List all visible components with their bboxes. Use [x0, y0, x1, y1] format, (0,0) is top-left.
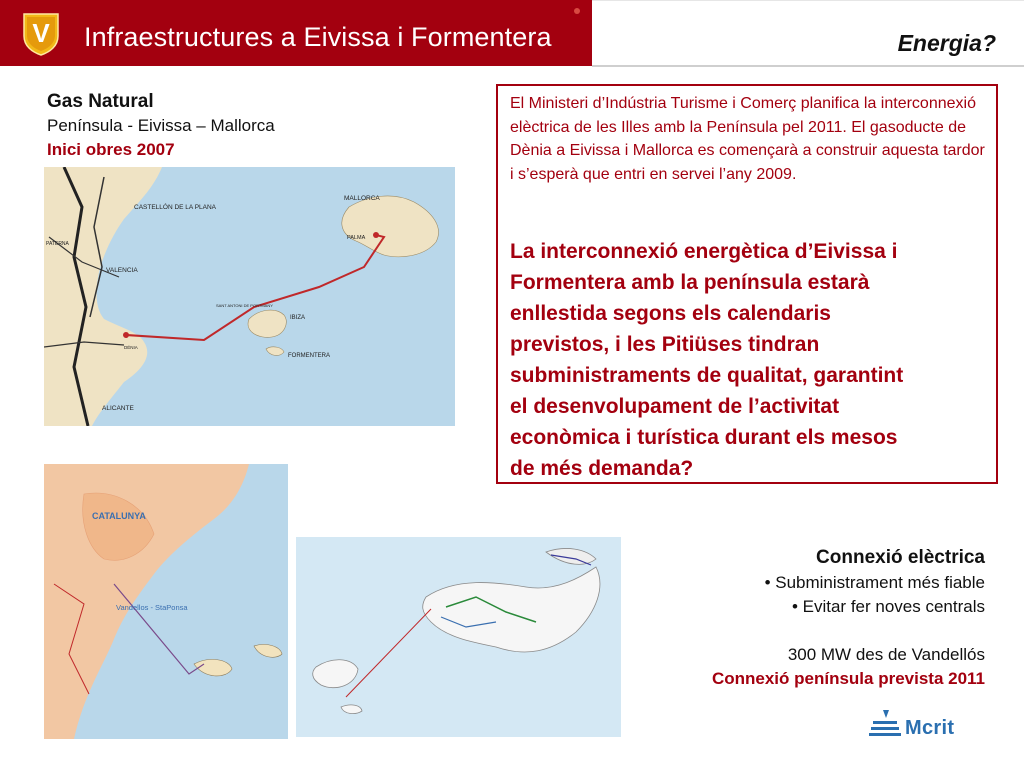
- section-title: Energia?: [897, 30, 996, 56]
- gas-route: Península - Eivissa – Mallorca: [47, 116, 275, 135]
- label-link: Vandellos - StaPonsa: [116, 603, 188, 612]
- gas-pipeline-map: [44, 167, 455, 426]
- brand-name: Mcrit: [905, 717, 955, 739]
- label-formentera: FORMENTERA: [288, 353, 330, 359]
- connexio-capacity: 300 MW des de Vandellós: [787, 645, 985, 664]
- label-palma: PALMA: [347, 235, 366, 241]
- connexio-bullet: • Evitar fer noves centrals: [791, 597, 985, 616]
- mcrit-sail-icon: [869, 708, 903, 744]
- balearic-map: [296, 537, 621, 737]
- info-intro: El Ministeri d’Indústria Turisme i Comerç planifica la interconnexió elèctrica de les Illes amb la Península pel 2011. El gasoducte de Dènia a Eivissa i Mallorca es començarà a construir aquesta tardor i s’esperà que entri en servei l’any 2009.: [510, 95, 985, 183]
- electric-link-map: [44, 464, 288, 739]
- gas-title: Gas Natural: [47, 91, 154, 112]
- label-ibiza: IBIZA: [290, 315, 306, 321]
- label-paterna: PATERNA: [46, 241, 69, 247]
- shield-logo-icon: [22, 12, 60, 56]
- header-bar: [0, 0, 592, 66]
- spacer: [712, 619, 985, 643]
- label-mallorca: MALLORCA: [344, 195, 380, 202]
- label-castellon: CASTELLÓN DE LA PLANA: [134, 204, 217, 211]
- label-valencia: VALENCIA: [106, 267, 138, 274]
- logo-letter: V: [32, 18, 50, 48]
- gas-start: Inici obres 2007: [47, 140, 175, 159]
- header-top-rule: [592, 0, 1024, 1]
- label-alicante: ALICANTE: [102, 405, 134, 412]
- connexio-planned: Connexió península prevista 2011: [711, 669, 985, 688]
- label-sant-antoni: SANT ANTONI DE PORTMANY: [216, 303, 273, 308]
- page-title: Infraestructures a Eivissa i Formentera: [84, 22, 552, 52]
- decorative-dot: [574, 8, 580, 14]
- connexio-electrica-block: [712, 545, 985, 691]
- connexio-title: Connexió elèctrica: [816, 547, 985, 568]
- label-denia: DÉNIA: [124, 345, 138, 350]
- mcrit-logo: [869, 708, 969, 748]
- info-box: [496, 84, 998, 484]
- label-catalunya: CATALUNYA: [92, 511, 146, 521]
- info-question: La interconnexió energètica d’Eivissa i Formentera amb la península estarà enllestida segons els calendaris previstos, i les Pitiüses tindran subministraments de qualitat, garantint el desenvolupament de l’activitat econòmica i turística durant els mesos de més demanda?: [510, 240, 904, 480]
- header-rule: [592, 65, 1024, 67]
- gas-natural-block: [47, 90, 275, 162]
- connexio-bullet: • Subministrament més fiable: [764, 573, 985, 592]
